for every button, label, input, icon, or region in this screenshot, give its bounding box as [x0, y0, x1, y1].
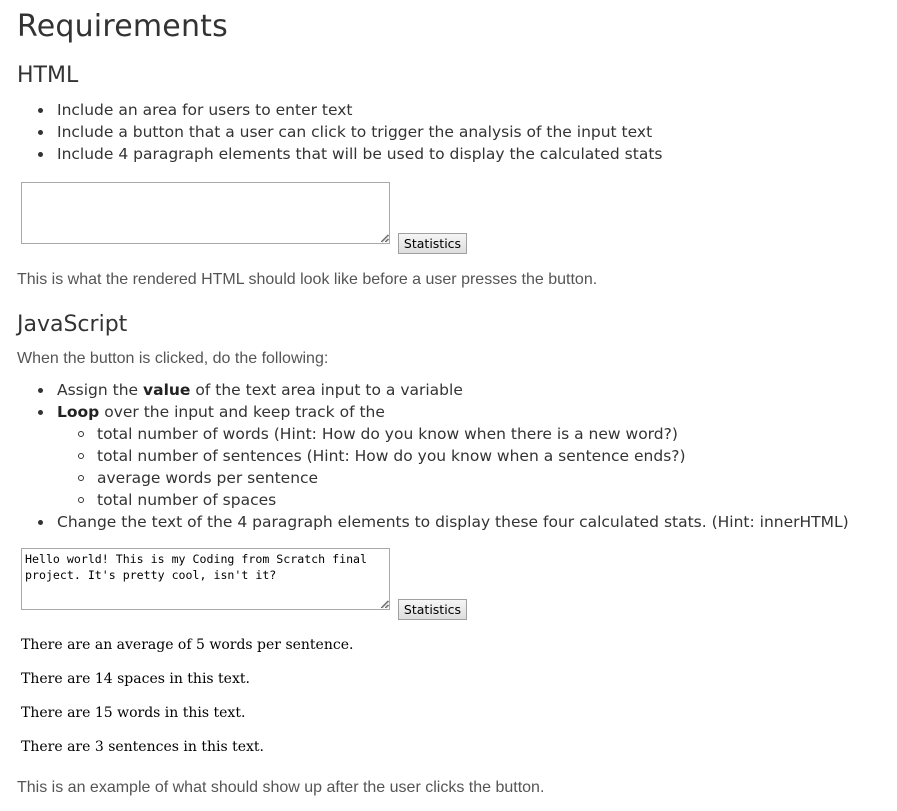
js-section-heading: JavaScript — [17, 312, 128, 337]
before-caption: This is what the rendered HTML should look like before a user presses the button. — [17, 271, 598, 288]
sub-list-item: average words per sentence — [17, 467, 849, 489]
js-intro: When the button is clicked, do the following: — [17, 350, 329, 367]
sub-list-item: total number of spaces — [17, 489, 849, 511]
statistics-button-after[interactable]: Statistics — [398, 599, 467, 620]
stat-spaces: There are 14 spaces in this text. — [21, 671, 250, 687]
stat-words: There are 15 words in this text. — [21, 705, 246, 721]
text-input-area-empty[interactable] — [21, 182, 390, 244]
html-section-heading: HTML — [17, 63, 79, 88]
list-item: Include 4 paragraph elements that will be used to display the calculated stats — [17, 143, 662, 165]
sub-list-item: total number of words (Hint: How do you know when there is a new word?) — [17, 423, 849, 445]
list-item-loop: Loop over the input and keep track of the — [17, 401, 849, 423]
stat-sentences: There are 3 sentences in this text. — [21, 739, 264, 755]
list-item-assign: Assign the value of the text area input to a variable — [17, 379, 849, 401]
text-input-area-filled[interactable]: Hello world! This is my Coding from Scratch final project. It's pretty cool, isn't it? — [21, 548, 390, 610]
html-requirements-list — [17, 99, 662, 165]
stat-average-words: There are an average of 5 words per sentence. — [21, 637, 354, 653]
list-item-change: Change the text of the 4 paragraph elements to display these four calculated stats. (Hint: innerHTML) — [17, 511, 849, 533]
after-caption: This is an example of what should show up after the user clicks the button. — [17, 779, 545, 796]
statistics-button-before[interactable]: Statistics — [398, 233, 467, 254]
js-requirements-list — [17, 379, 849, 533]
list-item: Include an area for users to enter text — [17, 99, 662, 121]
page-title: Requirements — [17, 9, 228, 44]
list-item: Include a button that a user can click to trigger the analysis of the input text — [17, 121, 662, 143]
sub-list-item: total number of sentences (Hint: How do you know when a sentence ends?) — [17, 445, 849, 467]
